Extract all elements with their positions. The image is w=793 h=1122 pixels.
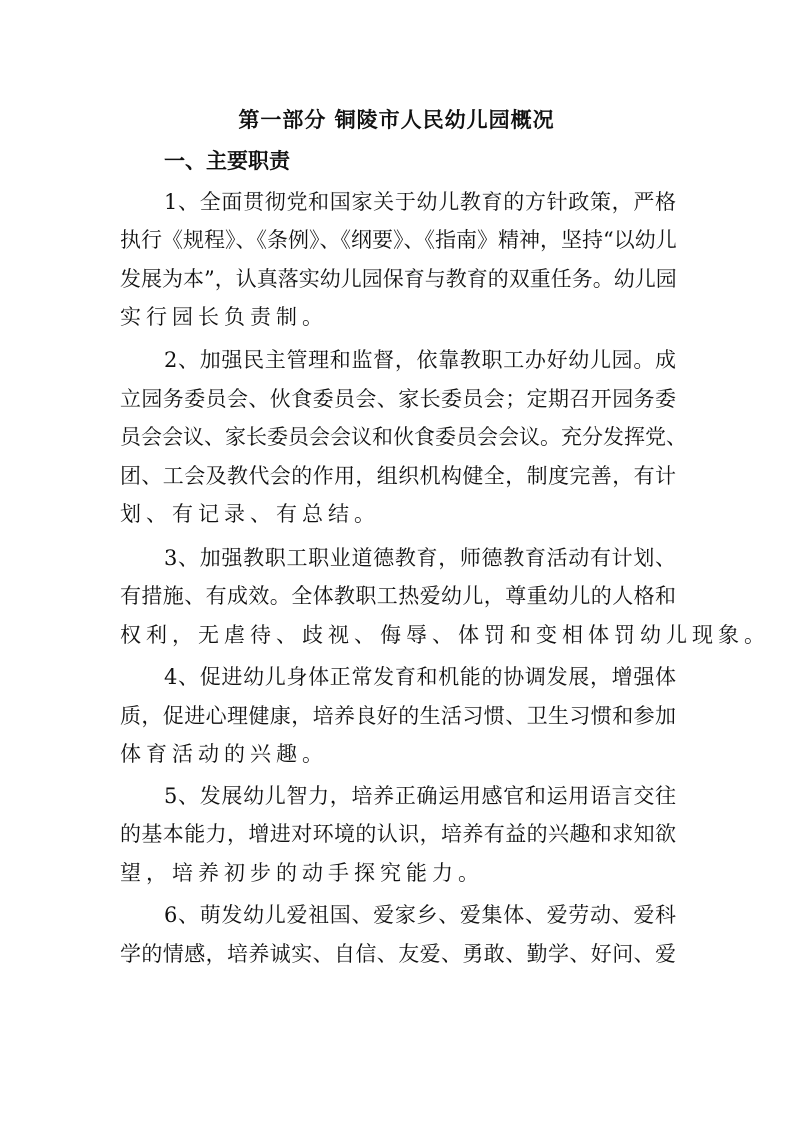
paragraph-line: 1、全面贯彻党和国家关于幼儿教育的方针政策，严格: [164, 190, 676, 214]
paragraph-line: 5、发展幼儿智力，培养正确运用感官和运用语言交往: [164, 784, 676, 808]
paragraph-line: 的基本能力，增进对环境的认识，培养有益的兴趣和求知欲: [120, 822, 676, 846]
paragraph-line: 权利，无虐待、歧视、侮辱、体罚和变相体罚幼儿现象。: [120, 623, 770, 647]
paragraph-line: 质，促进心理健康，培养良好的生活习惯、卫生习惯和参加: [120, 704, 676, 728]
paragraph-line: 学的情感，培养诚实、自信、友爱、勇敢、勤学、好问、爱: [120, 942, 676, 966]
paragraph-line: 2、加强民主管理和监督，依靠教职工办好幼儿园。成: [164, 348, 676, 372]
page-title: 第一部分 铜陵市人民幼儿园概况: [238, 108, 555, 132]
paragraph-line: 立园务委员会、伙食委员会、家长委员会；定期召开园务委: [120, 387, 676, 411]
paragraph-line: 团、工会及教代会的作用，组织机构健全，制度完善，有计: [120, 464, 676, 488]
paragraph-line: 有措施、有成效。全体教职工热爱幼儿，尊重幼儿的人格和: [120, 584, 676, 608]
paragraph-line: 实行园长负责制。: [120, 305, 328, 329]
paragraph-line: 执行《规程》、《条例》、《纲要》、《指南》精神，坚持“以幼儿: [120, 228, 677, 252]
paragraph-line: 望，培养初步的动手探究能力。: [120, 861, 484, 885]
paragraph-line: 员会会议、家长委员会会议和伙食委员会会议。充分发挥党、: [120, 425, 687, 449]
paragraph-line: 4、促进幼儿身体正常发育和机能的协调发展，增强体: [164, 665, 676, 689]
paragraph-line: 6、萌发幼儿爱祖国、爱家乡、爱集体、爱劳动、爱科: [164, 903, 676, 927]
section-heading: 一、主要职责: [164, 149, 290, 173]
paragraph-line: 发展为本”，认真落实幼儿园保育与教育的双重任务。幼儿园: [120, 267, 677, 291]
paragraph-line: 体育活动的兴趣。: [120, 742, 328, 766]
paragraph-line: 3、加强教职工职业道德教育，师德教育活动有计划、: [164, 546, 676, 570]
paragraph-line: 划、有记录、有总结。: [120, 502, 380, 526]
